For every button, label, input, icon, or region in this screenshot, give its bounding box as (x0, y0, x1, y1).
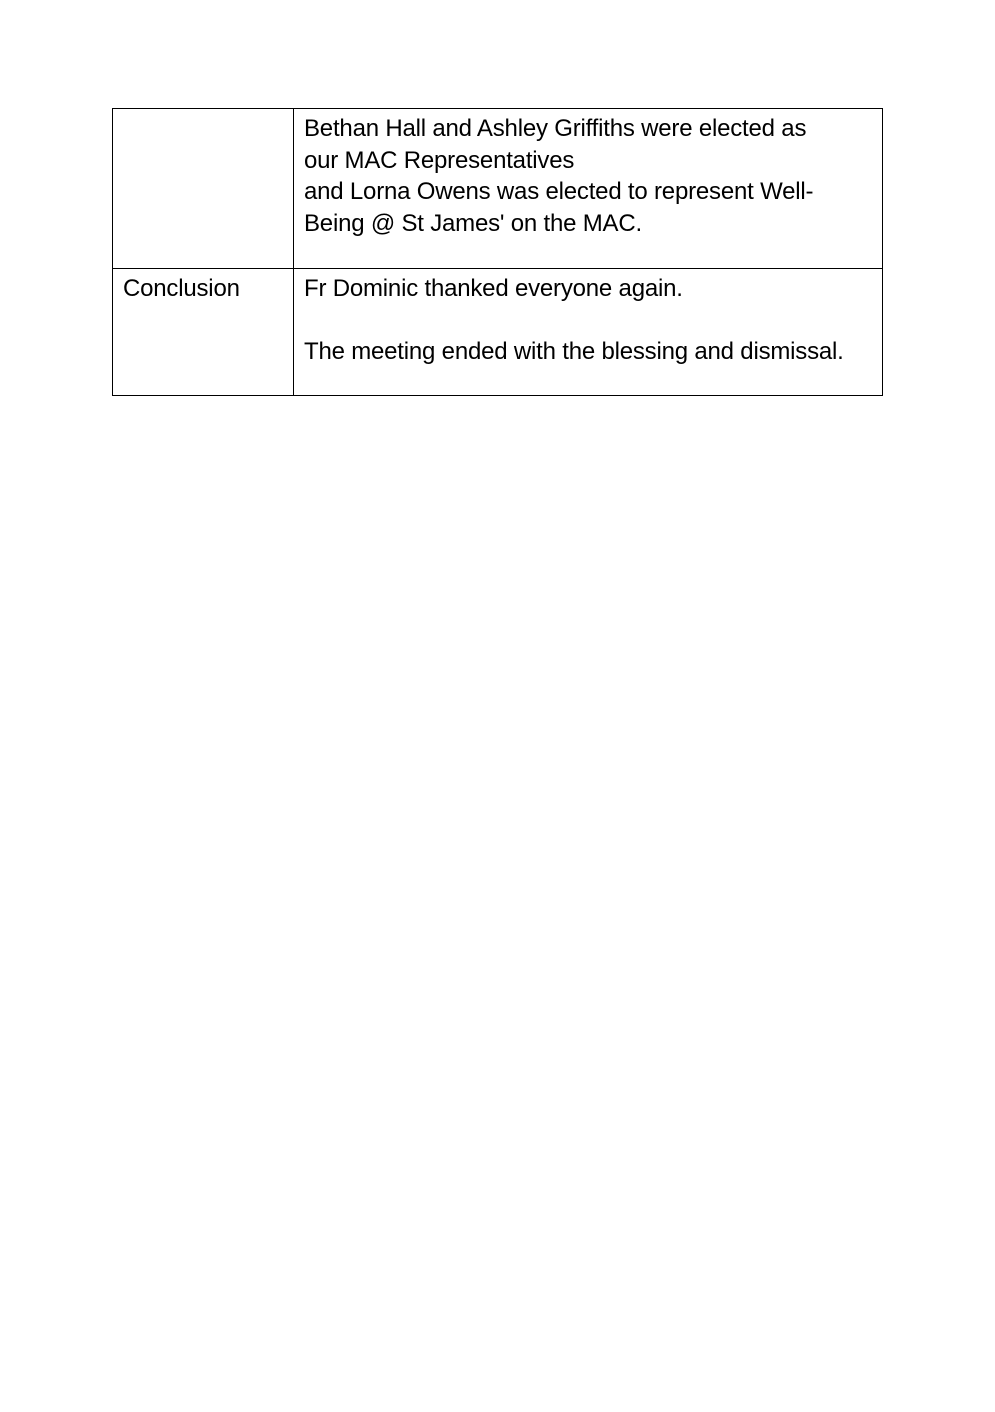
conclusion-content-cell (294, 269, 883, 396)
minutes-table (112, 108, 883, 396)
table-row (113, 109, 883, 269)
conclusion-paragraph: The meeting ended with the blessing and dismissal. (304, 338, 844, 365)
paragraph-spacer (304, 305, 872, 337)
election-text-line: our MAC Representatives (304, 146, 575, 174)
election-text-line: Being @ St James' on the MAC. (304, 209, 642, 237)
row-content-cell (294, 109, 883, 269)
row-label-cell (113, 109, 294, 269)
table-row (113, 269, 883, 396)
conclusion-paragraph: Fr Dominic thanked everyone again. (304, 275, 683, 302)
conclusion-label: Conclusion (113, 269, 294, 396)
election-text-line: Bethan Hall and Ashley Griffiths were elected as (304, 115, 807, 142)
election-text-line: and Lorna Owens was elected to represent Well- (304, 178, 814, 205)
